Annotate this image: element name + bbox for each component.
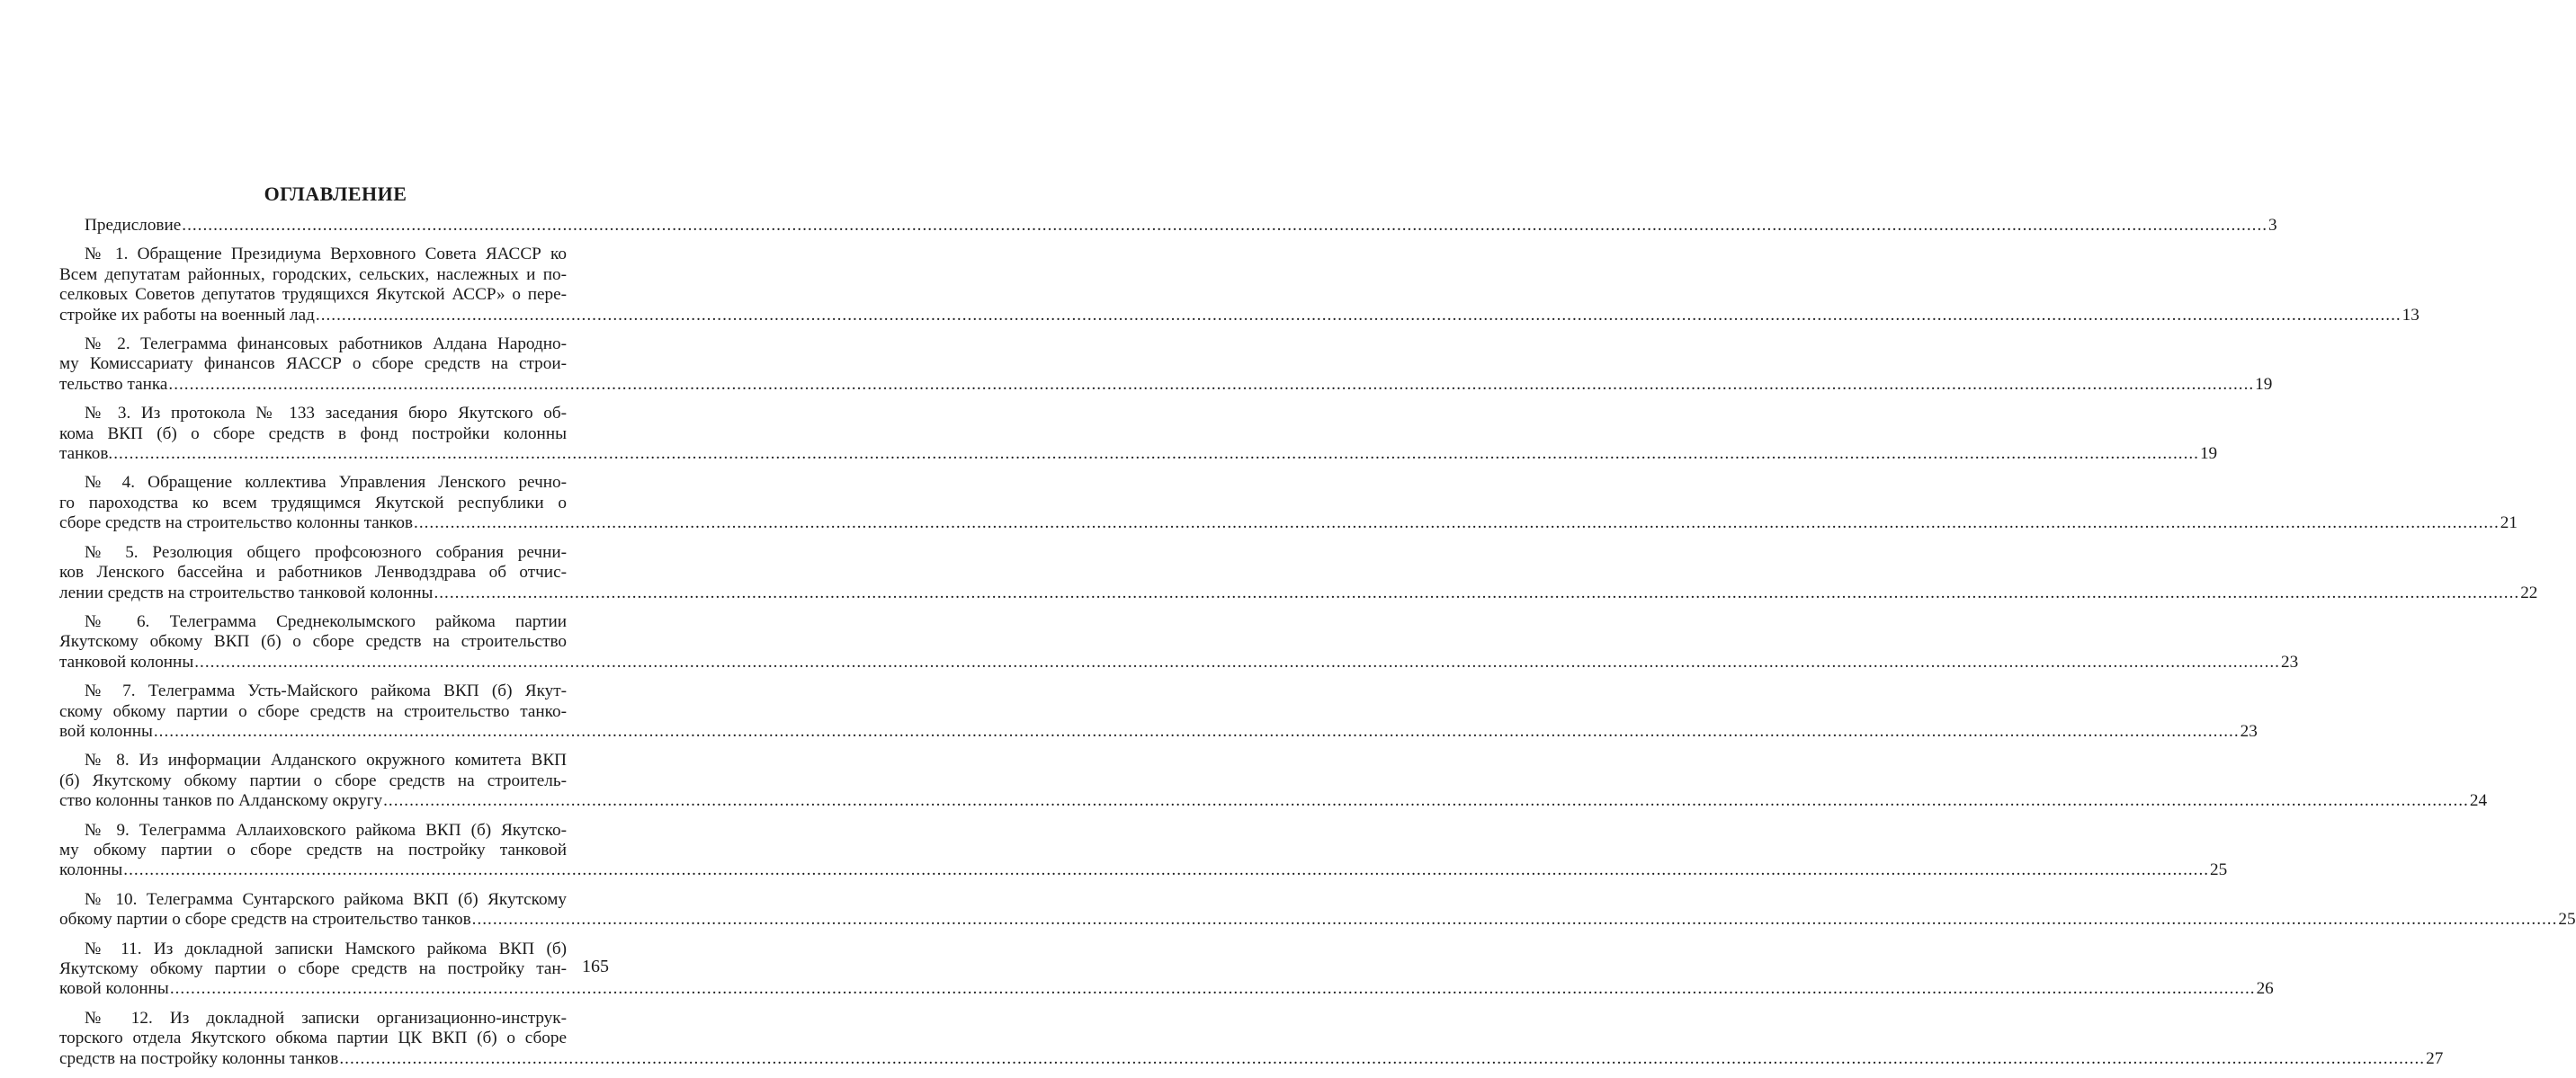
toc-entry-text: ство колонны танков по Алданскому округу [59,791,383,811]
toc-entry-page-number: 25 [2558,910,2576,930]
toc-entry-page-number: 19 [2199,444,2218,464]
toc-entry-page-number: 3 [2268,216,2277,235]
toc-entry-line: кома ВКП (б) о сборе средств в фонд постройки колонны [59,423,567,443]
toc-entry-text: ковой колонны [59,979,169,999]
toc-entry-line: № 12. Из докладной записки организационно-инструк- [85,1008,567,1028]
toc-entry [59,751,2488,811]
dot-leader: ................................................................................................................................................................................................................................................................................................................................................................................................................ [123,860,2210,880]
toc-entry-line: Всем депутатам районных, городских, сельских, наслежных и по- [59,264,567,284]
toc-entry-last-line [59,444,2218,464]
toc-entry-page-number: 25 [2210,860,2228,880]
toc-entry-line: № 1. Обращение Президиума Верховного Совета ЯАССР ко [85,245,567,264]
toc-entry-page-number: 22 [2520,583,2538,602]
toc-entry-text: обкому партии о сборе средств на строительство танков [59,910,471,930]
toc-entry [59,820,2228,881]
toc-entry-line: № 9. Телеграмма Аллаиховского райкома ВКП (б) Якутско- [85,820,567,840]
toc-entry-text: стройке их работы на военный лад [59,305,315,325]
page-number: 165 [582,957,609,976]
toc-entry [59,542,2538,603]
toc-entry [59,216,2277,236]
toc-entry-line: Якутскому обкому ВКП (б) о сборе средств на строительство [59,632,567,652]
toc-entry-page-number: 24 [2469,791,2488,811]
toc-entry-text: колонны [59,860,123,880]
toc-entry-line: № 6. Телеграмма Среднеколымского райкома партии [85,611,567,631]
toc-entry-page-number: 21 [2500,513,2518,533]
toc-entry [59,1008,2444,1069]
toc-entry-line: № 3. Из протокола № 133 заседания бюро Якутского об- [85,404,567,423]
dot-leader: ................................................................................................................................................................................................................................................................................................................................................................................................................ [168,374,2255,394]
dot-leader: ................................................................................................................................................................................................................................................................................................................................................................................................................ [383,791,2469,811]
toc-entry-line: ков Ленского бассейна и работников Ленводздрава об отчис- [59,563,567,583]
toc-entry-text: средств на постройку колонны танков [59,1048,339,1068]
toc-entry [59,334,2273,395]
dot-leader: ................................................................................................................................................................................................................................................................................................................................................................................................................ [194,652,2280,672]
toc-entry-line: селковых Советов депутатов трудящихся Якутской АССР» о пере- [59,285,567,305]
toc-entry-line: № 7. Телеграмма Усть-Майского райкома ВКП (б) Якут- [85,682,567,701]
toc-entry-line: № 4. Обращение коллектива Управления Ленского речно- [85,473,567,493]
toc-entry-line: (б) Якутскому обкому партии о сборе средств на строитель- [59,771,567,790]
toc-entry [59,473,2518,533]
toc-entry-last-line [59,216,2277,236]
toc-entry-last-line [59,721,2258,742]
toc-entry-last-line [59,583,2538,603]
toc-entry-text: танков. [59,444,113,464]
dot-leader: ................................................................................................................................................................................................................................................................................................................................................................................................................ [339,1048,2426,1068]
toc-entry-page-number: 19 [2255,374,2273,394]
toc-entry-line: № 2. Телеграмма финансовых работников Алдана Народно- [85,334,567,354]
toc-entry-page-number: 13 [2402,305,2419,325]
toc-entry-last-line [59,910,2576,930]
toc-entry-text: Предисловие [85,216,182,235]
toc-entry-text: танковой колонны [59,652,194,672]
dot-leader: ................................................................................................................................................................................................................................................................................................................................................................................................................ [113,444,2199,464]
toc-entry-line: го пароходства ко всем трудящимся Якутской республики о [59,493,567,512]
toc-entry-text: вой колонны [59,721,153,741]
toc-entry [59,245,2419,325]
toc-entry-last-line [59,305,2419,325]
toc-entry-page-number: 23 [2240,721,2258,741]
toc-entry-page-number: 26 [2256,979,2274,999]
dot-leader: ................................................................................................................................................................................................................................................................................................................................................................................................................ [434,583,2520,602]
toc-entry [59,682,2258,742]
toc-entry-line: скому обкому партии о сборе средств на строительство танко- [59,701,567,721]
toc-entry-text: лении средств на строительство танковой колонны [59,583,434,602]
page-title: ОГЛАВЛЕНИЕ [264,183,407,205]
dot-leader: ................................................................................................................................................................................................................................................................................................................................................................................................................ [169,979,2256,999]
toc-entry-last-line [59,791,2488,811]
dot-leader: ................................................................................................................................................................................................................................................................................................................................................................................................................ [471,910,2558,930]
toc-entry-line: № 5. Резолюция общего профсоюзного собрания речни- [85,542,567,562]
dot-leader: ................................................................................................................................................................................................................................................................................................................................................................................................................ [315,305,2402,325]
toc-entry-last-line [59,374,2273,395]
toc-entry-last-line [59,979,2274,999]
toc-entry-last-line [59,652,2299,673]
toc-entry-text: сборе средств на строительство колонны танков [59,513,414,533]
toc-entry-line: № 8. Из информации Алданского окружного комитета ВКП [85,751,567,771]
toc-entry-last-line [59,860,2228,880]
toc-entry-line: му Комиссариату финансов ЯАССР о сборе средств на строи- [59,354,567,374]
dot-leader: ................................................................................................................................................................................................................................................................................................................................................................................................................ [153,721,2240,741]
toc-entry-page-number: 23 [2280,652,2299,672]
toc-entry-line: торского отдела Якутского обкома партии ЦК ВКП (б) о сборе [59,1029,567,1048]
toc-entry [59,889,2576,931]
toc-entry-line: Якутскому обкому партии о сборе средств на постройку тан- [59,959,567,978]
toc-entry-last-line [59,1048,2444,1069]
toc-entry-text: тельство танка [59,374,168,394]
dot-leader: ................................................................................................................................................................................................................................................................................................................................................................................................................ [182,216,2268,235]
toc-entry-line: № 11. Из докладной записки Намского райкома ВКП (б) [85,939,567,958]
toc-entry-page-number: 27 [2426,1048,2444,1068]
toc-entry-last-line [59,513,2518,533]
toc-entry [59,611,2299,673]
toc-entry [59,404,2218,464]
toc-entry-line: му обкому партии о сборе средств на постройку танковой [59,840,567,860]
toc-entry-line: № 10. Телеграмма Сунтарского райкома ВКП (б) Якутскому [85,889,567,909]
dot-leader: ................................................................................................................................................................................................................................................................................................................................................................................................................ [414,513,2500,533]
